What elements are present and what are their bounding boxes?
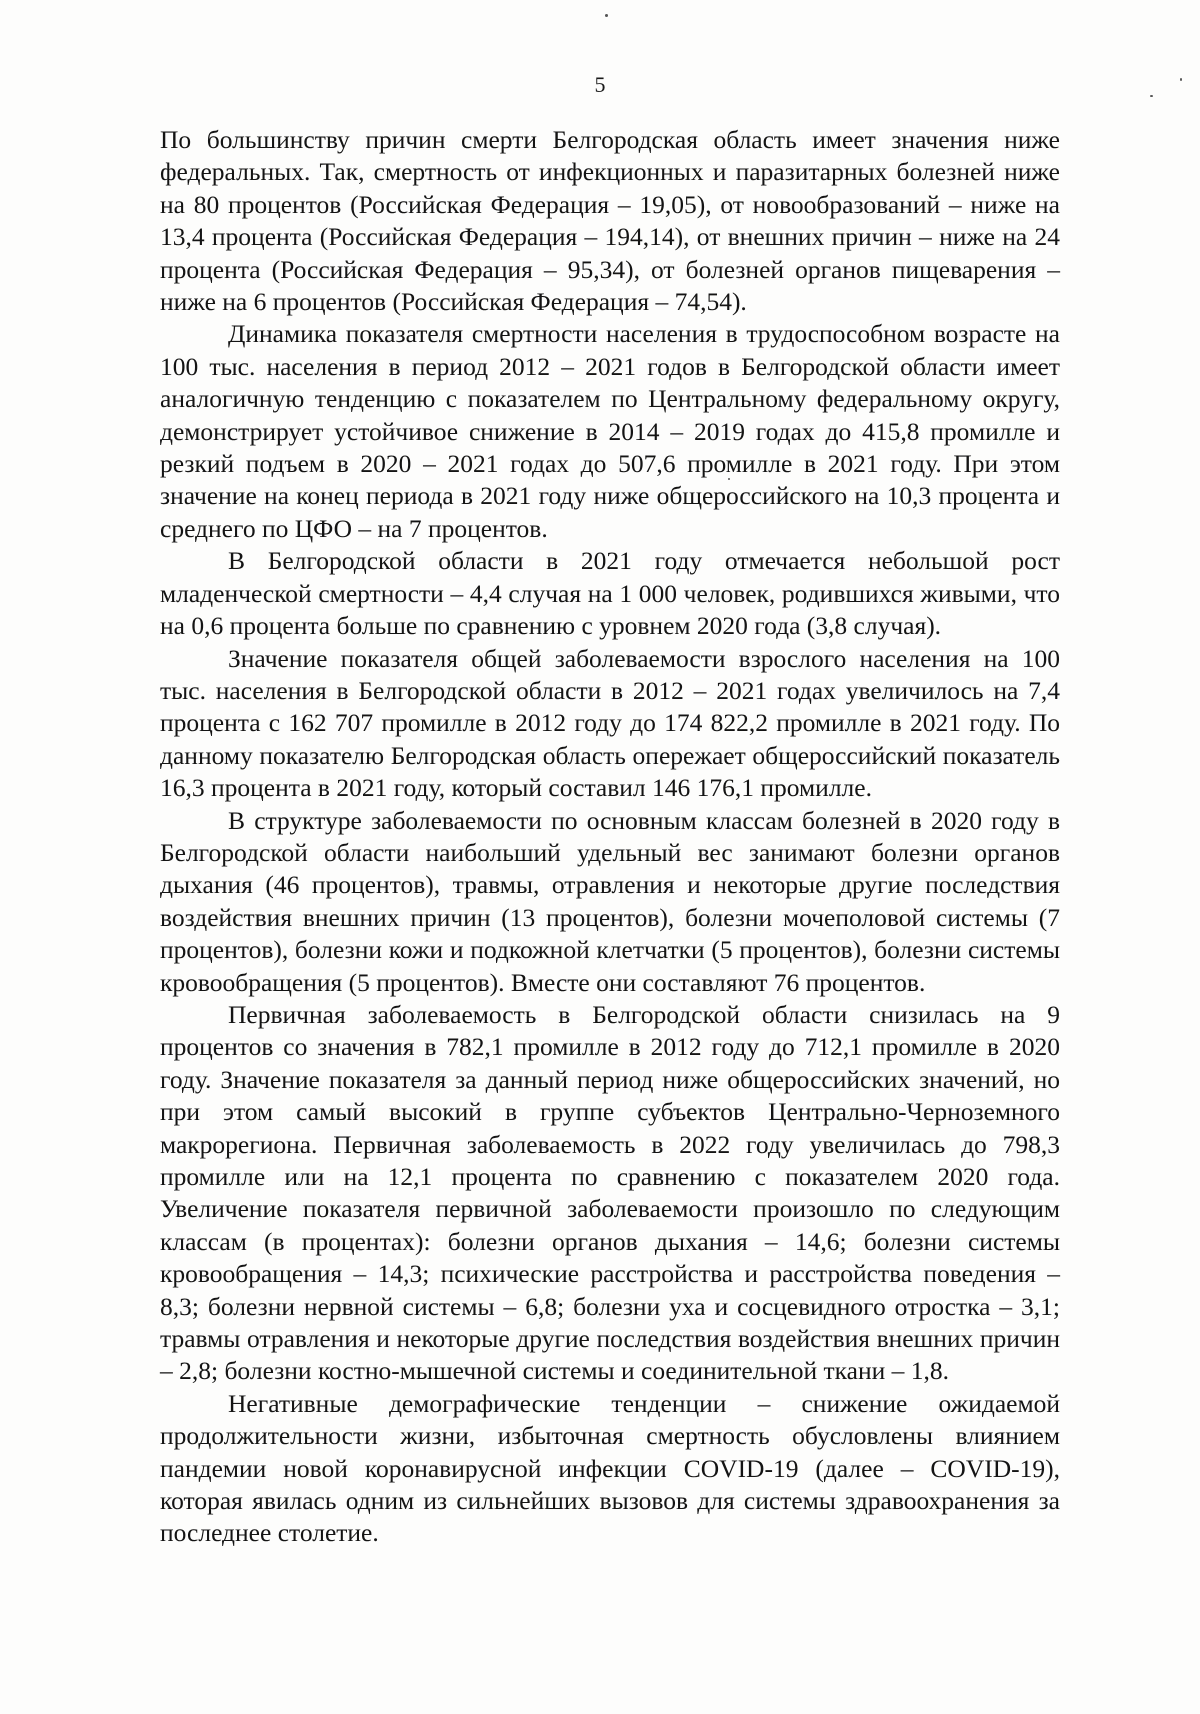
paragraph: Динамика показателя смертности населения в трудоспособном возрасте на 100 тыс. населения в период 2012 – 2021 годов в Белгородской области имеет аналогичную тенденцию с показателем по Центральному федеральному округу, демонстрирует устойчивое снижение в 2014 – 2019 годах до 415,8 промилле и резкий подъем в 2020 – 2021 годах до 507,6 промилле в 2021 году. При этом значение на конец периода в 2021 году ниже общероссийского на 10,3 процента и среднего по ЦФО – на 7 процентов. (160, 319, 1060, 543)
page-number: 5 (594, 72, 606, 97)
paragraph: Значение показателя общей заболеваемости взрослого населения на 100 тыс. населения в Белгородской области в 2012 – 2021 годах увеличилось на 7,4 процента с 162 707 промилле в 2012 году до 174 822,2 промилле в 2021 году. По данному показателю Белгородская область опережает общероссийский показатель 16,3 процента в 2021 году, который составил 146 176,1 промилле. (160, 643, 1060, 803)
paragraph: Негативные демографические тенденции – снижение ожидаемой продолжительности жизни, избыточная смертность обусловлены влиянием пандемии новой коронавирусной инфекции COVID-19 (далее – COVID-19), которая явилась одним из сильнейших вызовов для системы здравоохранения за последнее столетие. (160, 1388, 1060, 1548)
scan-speck (605, 14, 608, 17)
document-body (160, 124, 1060, 1550)
paragraph: Первичная заболеваемость в Белгородской области снизилась на 9 процентов со значения в 782,1 промилле в 2012 году до 712,1 промилле в 2020 году. Значение показателя за данный период ниже общероссийских значений, но при этом самый высокий в группе субъектов Центрально-Черноземного макрорегиона. Первичная заболеваемость в 2022 году увеличилась до 798,3 промилле или на 12,1 процента по сравнению с показателем 2020 года. Увеличение показателя первичной заболеваемости произошло по следующим классам (в процентах): болезни органов дыхания – 14,6; болезни системы кровообращения – 14,3; психические расстройства и расстройства поведения – 8,3; болезни нервной системы – 6,8; болезни уха и сосцевидного отростка – 3,1; травмы отравления и некоторые другие последствия воздействия внешних причин – 2,8; болезни костно-мышечной системы и соединительной ткани – 1,8. (160, 999, 1060, 1386)
paragraph: В структуре заболеваемости по основным классам болезней в 2020 году в Белгородской области наибольший удельный вес занимают болезни органов дыхания (46 процентов), травмы, отравления и некоторые другие последствия воздействия внешних причин (13 процентов), болезни мочеполовой системы (7 процентов), болезни кожи и подкожной клетчатки (5 процентов), болезни системы кровообращения (5 процентов). Вместе они составляют 76 процентов. (160, 805, 1060, 997)
paragraph: В Белгородской области в 2021 году отмечается небольшой рост младенческой смертности – 4,4 случая на 1 000 человек, родившихся живыми, что на 0,6 процента больше по сравнению с уровнем 2020 года (3,8 случая). (160, 546, 1060, 641)
paragraph: По большинству причин смерти Белгородская область имеет значения ниже федеральных. Так, смертность от инфекционных и паразитарных болезней ниже на 80 процентов (Российская Федерация – 19,05), от новообразований – ниже на 13,4 процента (Российская Федерация – 194,14), от внешних причин – ниже на 24 процента (Российская Федерация – 95,34), от болезней органов пищеварения – ниже на 6 процентов (Российская Федерация – 74,54). (160, 125, 1060, 317)
